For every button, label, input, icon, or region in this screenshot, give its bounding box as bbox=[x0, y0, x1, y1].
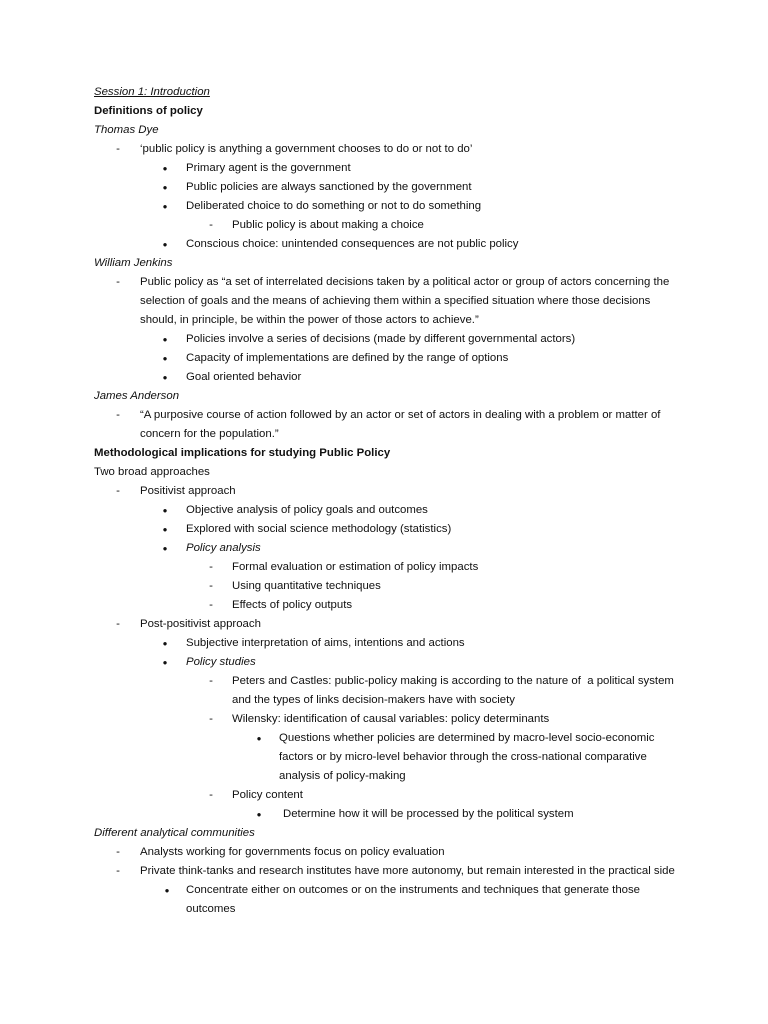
document-page bbox=[0, 83, 768, 919]
jenkins-point: Goal oriented behavior bbox=[186, 371, 302, 383]
dash-marker: - bbox=[116, 276, 120, 288]
dash-marker: - bbox=[209, 561, 213, 573]
communities-heading: Different analytical communities bbox=[94, 827, 255, 839]
bullet-marker: ● bbox=[162, 658, 168, 667]
anderson-quote: “A purposive course of action followed by an actor or set of actors in dealing with a problem or matter of concern for the population.” bbox=[140, 409, 664, 440]
list-item bbox=[0, 197, 768, 216]
author-jenkins: William Jenkins bbox=[94, 257, 173, 269]
positivist-point: Explored with social science methodology (statistics) bbox=[186, 523, 452, 535]
positivist-label: Positivist approach bbox=[140, 485, 236, 497]
bullet-marker: ● bbox=[162, 544, 168, 553]
list-item bbox=[0, 596, 768, 615]
bullet-marker: ● bbox=[162, 373, 168, 382]
bullet-marker: ● bbox=[162, 354, 168, 363]
dash-marker: - bbox=[209, 219, 213, 231]
list-item bbox=[0, 330, 768, 349]
definitions-heading: Definitions of policy bbox=[94, 105, 203, 117]
dash-marker: - bbox=[116, 846, 120, 858]
list-item bbox=[0, 349, 768, 368]
positivist-point: Objective analysis of policy goals and outcomes bbox=[186, 504, 428, 516]
list-item bbox=[0, 520, 768, 539]
dash-marker: - bbox=[209, 713, 213, 725]
author-row bbox=[0, 387, 768, 406]
dye-quote: ‘public policy is anything a government chooses to do or not to do’ bbox=[140, 143, 473, 155]
list-item bbox=[0, 672, 768, 710]
list-item bbox=[0, 501, 768, 520]
community-item: Private think-tanks and research institutes have more autonomy, but remain interested in the practical side bbox=[140, 865, 675, 877]
list-item bbox=[0, 273, 768, 330]
bullet-marker: ● bbox=[162, 240, 168, 249]
list-item bbox=[0, 159, 768, 178]
list-item bbox=[0, 178, 768, 197]
analysis-item: Formal evaluation or estimation of policy impacts bbox=[232, 561, 479, 573]
policy-studies-label: Policy studies bbox=[186, 656, 256, 668]
list-item bbox=[0, 805, 768, 824]
session-title-row bbox=[0, 83, 768, 102]
author-row bbox=[0, 121, 768, 140]
list-item bbox=[0, 406, 768, 444]
bullet-marker: ● bbox=[162, 525, 168, 534]
post-positivist-label: Post-positivist approach bbox=[140, 618, 261, 630]
policy-content-item: Policy content bbox=[232, 789, 303, 801]
list-item bbox=[0, 140, 768, 159]
dash-marker: - bbox=[209, 675, 213, 687]
list-item bbox=[0, 729, 768, 786]
dye-point: Conscious choice: unintended consequences are not public policy bbox=[186, 238, 519, 250]
list-item bbox=[0, 482, 768, 501]
community-point: Concentrate either on outcomes or on the instruments and techniques that generate those outcomes bbox=[186, 884, 644, 915]
bullet-marker: ● bbox=[162, 164, 168, 173]
two-approaches-label: Two broad approaches bbox=[94, 466, 210, 478]
peters-castles-item: Peters and Castles: public-policy making is according to the nature of a political system and the types of links decision-makers have with society bbox=[232, 675, 678, 706]
content-point: Determine how it will be processed by the political system bbox=[283, 808, 574, 820]
dash-marker: - bbox=[116, 485, 120, 497]
list-item bbox=[0, 634, 768, 653]
community-item: Analysts working for governments focus on policy evaluation bbox=[140, 846, 445, 858]
bullet-marker: ● bbox=[256, 810, 262, 819]
author-row bbox=[0, 254, 768, 273]
dye-point: Public policies are always sanctioned by the government bbox=[186, 181, 472, 193]
bullet-marker: ● bbox=[162, 335, 168, 344]
communities-heading-row bbox=[0, 824, 768, 843]
method-heading: Methodological implications for studying Public Policy bbox=[94, 447, 391, 459]
list-item bbox=[0, 881, 768, 919]
dash-marker: - bbox=[116, 143, 120, 155]
analysis-item: Effects of policy outputs bbox=[232, 599, 353, 611]
dash-marker: - bbox=[209, 789, 213, 801]
list-item bbox=[0, 615, 768, 634]
dash-marker: - bbox=[116, 618, 120, 630]
bullet-marker: ● bbox=[162, 639, 168, 648]
dash-marker: - bbox=[116, 865, 120, 877]
jenkins-quote: Public policy as “a set of interrelated decisions taken by a political actor or group of actors concerning the selection of goals and the means of achieving them within a specified situation where those decisions should, in principle, be within the power of those actors to achieve.” bbox=[140, 276, 673, 326]
author-anderson: James Anderson bbox=[94, 390, 180, 402]
list-item bbox=[0, 710, 768, 729]
bullet-marker: ● bbox=[164, 886, 170, 895]
list-item bbox=[0, 862, 768, 881]
analysis-item: Using quantitative techniques bbox=[232, 580, 381, 592]
dash-marker: - bbox=[209, 599, 213, 611]
method-heading-row bbox=[0, 444, 768, 463]
list-item bbox=[0, 843, 768, 862]
session-title: Session 1: Introduction bbox=[94, 86, 210, 98]
list-item bbox=[0, 235, 768, 254]
bullet-marker: ● bbox=[162, 202, 168, 211]
dash-marker: - bbox=[116, 409, 120, 421]
list-item bbox=[0, 786, 768, 805]
dash-marker: - bbox=[209, 580, 213, 592]
policy-analysis-label: Policy analysis bbox=[186, 542, 261, 554]
dye-point: Primary agent is the government bbox=[186, 162, 351, 174]
list-item bbox=[0, 216, 768, 235]
bullet-marker: ● bbox=[162, 506, 168, 515]
author-dye: Thomas Dye bbox=[94, 124, 159, 136]
approaches-row bbox=[0, 463, 768, 482]
wilensky-point: Questions whether policies are determined by macro-level socio-economic factors or by micro-level behavior through the cross-national comparative analysis of policy-making bbox=[279, 732, 658, 782]
wilensky-item: Wilensky: identification of causal variables: policy determinants bbox=[232, 713, 550, 725]
dye-subpoint: Public policy is about making a choice bbox=[232, 219, 424, 231]
list-item bbox=[0, 577, 768, 596]
dye-point: Deliberated choice to do something or not to do something bbox=[186, 200, 482, 212]
list-item bbox=[0, 653, 768, 672]
bullet-marker: ● bbox=[256, 734, 262, 743]
definitions-heading-row bbox=[0, 102, 768, 121]
list-item bbox=[0, 539, 768, 558]
bullet-marker: ● bbox=[162, 183, 168, 192]
post-positivist-point: Subjective interpretation of aims, intentions and actions bbox=[186, 637, 465, 649]
list-item bbox=[0, 368, 768, 387]
jenkins-point: Policies involve a series of decisions (made by different governmental actors) bbox=[186, 333, 576, 345]
jenkins-point: Capacity of implementations are defined by the range of options bbox=[186, 352, 509, 364]
list-item bbox=[0, 558, 768, 577]
